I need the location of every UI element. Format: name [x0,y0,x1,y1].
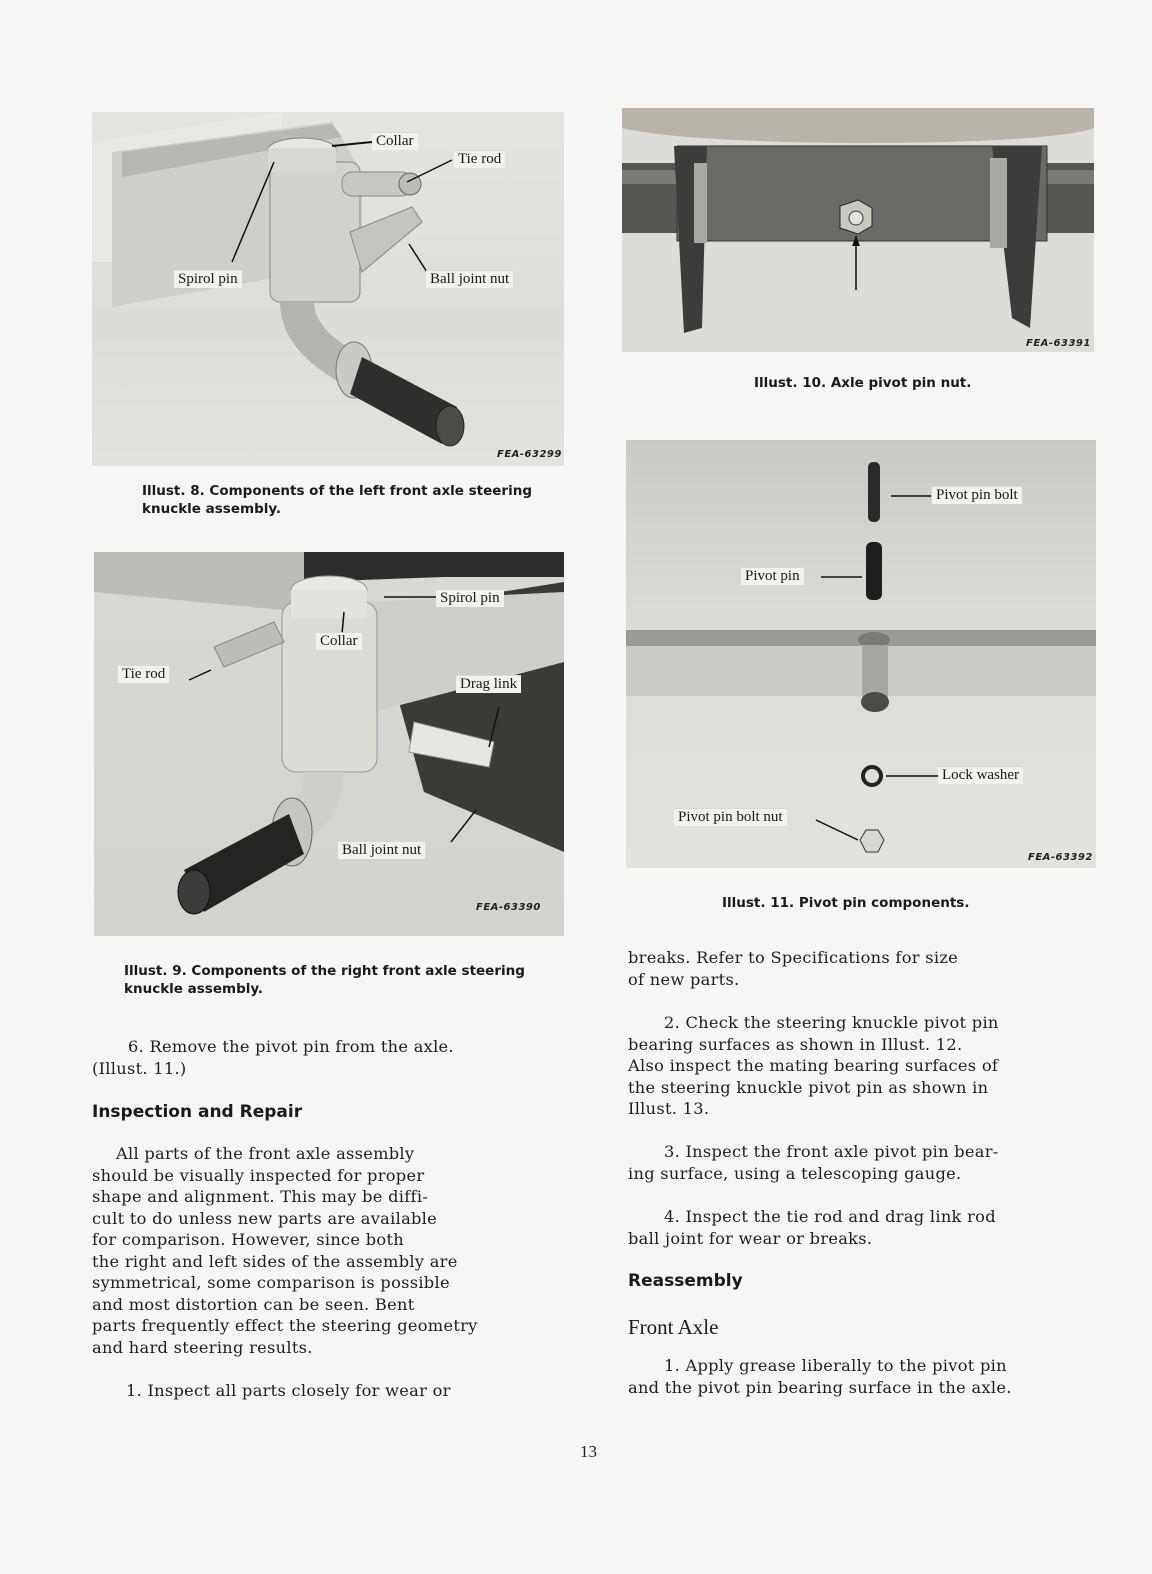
callout-collar: Collar [372,132,418,150]
callout-tie-rod: Tie rod [118,665,169,683]
callout-lock-washer: Lock washer [938,766,1023,784]
figure-code: FEA-63391 [1026,338,1091,349]
step-6: 6. Remove the pivot pin from the axle. (Illust. 11.) [92,1037,454,1078]
axle-pivot-nut-drawing [622,108,1094,352]
reassembly-step-1: 1. Apply grease liberally to the pivot pin and the pivot pin bearing surface in the axle. [628,1356,1012,1397]
illust-9-caption: Illust. 9. Components of the right front axle steering knuckle assembly. [124,963,525,997]
callout-pivot-pin-bolt: Pivot pin bolt [932,486,1022,504]
heading-front-axle: Front Axle [628,1315,719,1339]
figure-code: FEA-63299 [497,449,562,460]
callout-pivot-pin-bolt-nut: Pivot pin bolt nut [674,808,787,826]
inspection-step-2: 2. Check the steering knuckle pivot pin bearing surfaces as shown in Illust. 12. Also inspect the mating bearing surfaces of the steering knuckle pivot pin as shown in Illust. 13. [628,1013,999,1118]
step-1-continued: breaks. Refer to Specifications for size of new parts. [628,948,959,989]
callout-spirol-pin: Spirol pin [174,270,242,288]
illust-9-photo [94,552,564,936]
figure-code: FEA-63392 [1028,852,1093,863]
illust-8-caption: Illust. 8. Components of the left front axle steering knuckle assembly. [142,483,532,517]
heading-reassembly: Reassembly [628,1271,743,1291]
illust-11-photo [626,440,1096,868]
heading-inspection-repair: Inspection and Repair [92,1102,303,1122]
callout-pivot-pin: Pivot pin [741,567,804,585]
pivot-pin-components-drawing [626,440,1096,868]
illust-10-caption: Illust. 10. Axle pivot pin nut. [754,375,972,391]
figure-code: FEA-63390 [476,902,541,913]
callout-tie-rod: Tie rod [454,150,505,168]
steering-knuckle-right-drawing [94,552,564,936]
callout-drag-link: Drag link [456,675,521,693]
illust-11-caption: Illust. 11. Pivot pin components. [722,895,970,911]
inspection-paragraph: All parts of the front axle assembly should be visually inspected for proper shape and alignment. This may be diffi- cult to do unless new parts are available for comparison. However, since both the right and left sides of the assembly are symmetrical, some comparison is possible and most distortion can be seen. Bent parts frequently effect the steering geometry and hard steering results. [92,1144,478,1357]
inspection-step-1: 1. Inspect all parts closely for wear or [126,1381,451,1400]
callout-ball-joint-nut: Ball joint nut [426,270,513,288]
page-number: 13 [580,1442,597,1461]
inspection-step-3: 3. Inspect the front axle pivot pin bear- ing surface, using a telescoping gauge. [628,1142,999,1183]
callout-collar: Collar [316,632,362,650]
callout-spirol-pin: Spirol pin [436,589,504,607]
callout-ball-joint-nut: Ball joint nut [338,841,425,859]
illust-10-photo [622,108,1094,352]
illust-8-photo [92,112,564,466]
inspection-step-4: 4. Inspect the tie rod and drag link rod ball joint for wear or breaks. [628,1207,996,1248]
